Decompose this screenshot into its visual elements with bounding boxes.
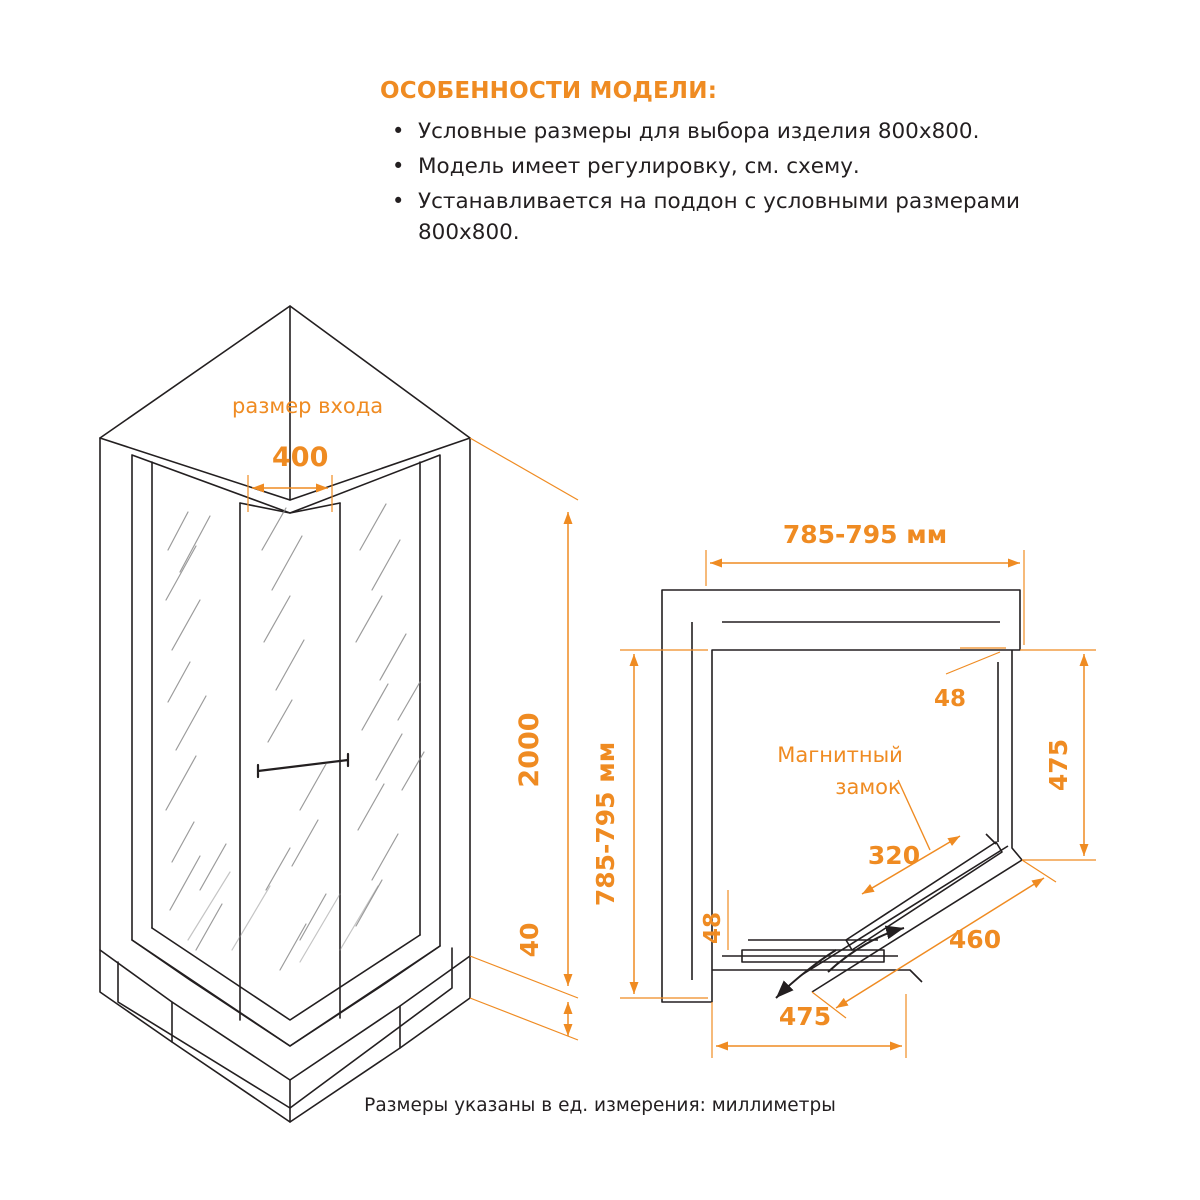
base-value: 40 — [515, 922, 544, 958]
list-item-label: Модель имеет регулировку, см. схему. — [418, 154, 860, 179]
list-item — [380, 116, 1120, 147]
door-leaf-value: 320 — [867, 841, 921, 870]
footnote: Размеры указаны в ед. измерения: миллиметры — [364, 1095, 836, 1116]
right-height-value: 475 — [1044, 738, 1073, 792]
bottom-width-value: 475 — [778, 1002, 832, 1031]
technical-drawing — [0, 250, 1200, 1150]
entrance-value: 400 — [272, 442, 329, 473]
magnetic-lock-label-1: Магнитный — [777, 743, 903, 767]
features-title: ОСОБЕННОСТИ МОДЕЛИ: — [380, 78, 718, 104]
diagonal-value: 460 — [948, 925, 1002, 954]
bullet-icon: • — [392, 154, 405, 178]
list-item — [380, 151, 1120, 182]
list-item — [380, 186, 1120, 248]
left-dimension: 785-795 мм — [591, 741, 620, 907]
features-block — [380, 78, 1120, 252]
profile-left-value: 48 — [700, 911, 726, 945]
top-dimension: 785-795 мм — [782, 520, 948, 549]
list-item-label: Устанавливается на поддон с условными размерами 800х800. — [418, 189, 1021, 245]
magnetic-lock-label-2: замок — [835, 775, 901, 799]
features-list — [380, 116, 1120, 248]
list-item-label: Условные размеры для выбора изделия 800х800. — [418, 119, 980, 144]
entrance-label: размер входа — [232, 394, 384, 418]
height-value: 2000 — [514, 712, 545, 788]
bullet-icon: • — [392, 119, 405, 143]
bullet-icon: • — [392, 189, 405, 213]
profile-top-value: 48 — [934, 686, 967, 712]
